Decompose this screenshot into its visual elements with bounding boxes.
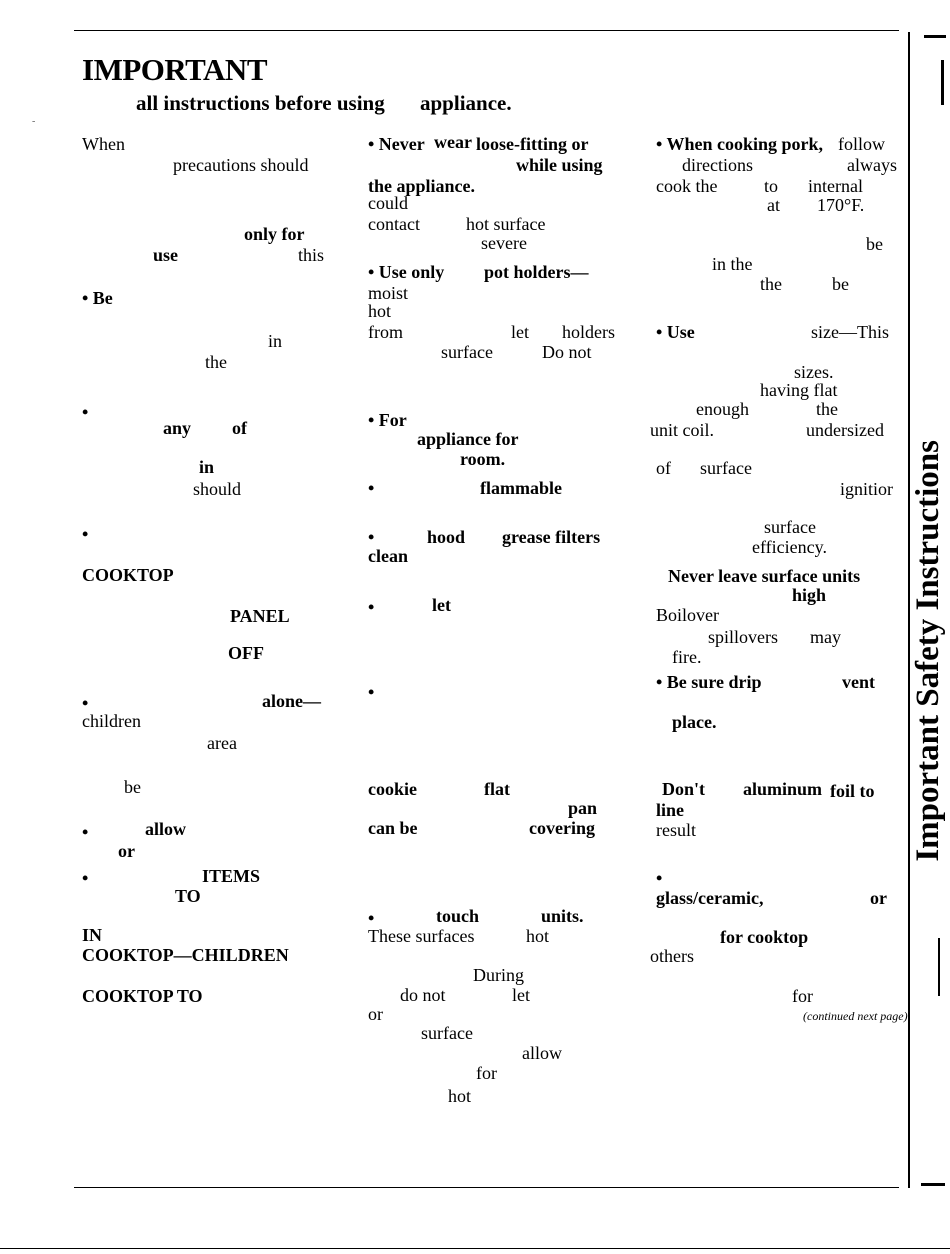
col1-text: • Be: [82, 288, 113, 308]
col3-text: enough: [696, 399, 749, 419]
col3-text: aluminum: [743, 779, 823, 799]
col2-text: • For: [368, 410, 407, 430]
col2-text: units.: [541, 906, 584, 926]
col3-text: for cooktop: [720, 927, 809, 947]
continued-note: (continued next page): [803, 1009, 908, 1023]
col2-text: •: [368, 527, 375, 547]
col3-text: having flat: [760, 380, 838, 400]
col2-text: hot: [368, 301, 392, 321]
top-rule: [74, 30, 899, 31]
col1-text: COOKTOP: [82, 565, 174, 585]
col2-text: or: [368, 1004, 383, 1024]
col1-text: IN: [82, 925, 103, 945]
col2-text: for: [476, 1063, 497, 1083]
col1-text: alone—: [262, 691, 322, 711]
col1-text: ITEMS: [202, 866, 261, 886]
col2-text: do not: [400, 985, 446, 1005]
col2-text: let: [512, 985, 530, 1005]
col1-text: only for: [244, 224, 305, 244]
col2-text: Do not: [542, 342, 592, 362]
col1-text: OFF: [228, 643, 264, 663]
col3-text: line: [656, 800, 685, 820]
col2-text: cookie: [368, 779, 417, 799]
col1-text: should: [193, 479, 242, 499]
col3-text: others: [650, 946, 694, 966]
col2-text: while using: [516, 155, 603, 175]
col1-text: •: [82, 402, 89, 422]
col3-text: internal: [808, 176, 863, 196]
col2-text: During: [473, 965, 524, 985]
col2-text: •: [368, 478, 375, 498]
col2-text: appliance for: [417, 429, 519, 449]
col2-text: holders: [562, 322, 615, 342]
col3-text: directions: [682, 155, 753, 175]
col3-text: may: [810, 627, 841, 647]
col1-text: COOKTOP TO: [82, 986, 203, 1006]
col2-text: grease filters: [502, 527, 601, 547]
col2-text: hot surface: [466, 214, 546, 234]
col2-text: flammable: [480, 478, 562, 498]
col1-text: in: [199, 457, 215, 477]
col3-text: or: [870, 888, 887, 908]
col2-text: can be: [368, 818, 418, 838]
col2-text: clean: [368, 546, 408, 566]
col1-text: area: [207, 733, 237, 753]
subtitle-right: appliance.: [420, 91, 512, 115]
col3-text: the: [760, 274, 782, 294]
col2-text: loose-fitting or: [476, 134, 589, 154]
side-title: Important Safety Instructions: [910, 440, 946, 862]
col3-text: be: [866, 234, 883, 254]
col3-text: • Use: [656, 322, 695, 342]
col1-text: use: [153, 245, 179, 265]
col1-text: any: [163, 418, 192, 438]
right-mid-mark: [938, 938, 940, 996]
col3-text: vent: [842, 672, 875, 692]
col3-text: Boilover: [656, 605, 719, 625]
col2-text: •: [368, 597, 375, 617]
col1-text: TO: [175, 886, 201, 906]
col3-text: result: [656, 820, 696, 840]
col1-text: children: [82, 711, 141, 731]
col3-text: • Be sure drip: [656, 672, 762, 692]
col2-text: from: [368, 322, 403, 342]
col3-text: to: [764, 176, 779, 196]
col3-text: high: [792, 585, 827, 605]
col3-text: Don't: [662, 779, 706, 799]
col3-text: glass/ceramic,: [656, 888, 764, 908]
page-bottom-rule: [0, 1248, 950, 1249]
right-top-tab: [924, 35, 946, 38]
col1-text: in: [268, 331, 283, 351]
col1-text: allow: [145, 819, 187, 839]
col1-text: COOKTOP—CHILDREN: [82, 945, 289, 965]
col1-text: •: [82, 868, 89, 888]
page-title: IMPORTANT: [82, 52, 267, 87]
col3-text: be: [832, 274, 849, 294]
col2-text: pot holders—: [484, 262, 589, 282]
col2-text: could: [368, 193, 408, 213]
col3-text: always: [847, 155, 897, 175]
col3-text: spillovers: [708, 627, 778, 647]
col2-text: flat: [484, 779, 510, 799]
col2-text: •: [368, 682, 375, 702]
col1-text: •: [82, 693, 89, 713]
col3-text: sizes.: [794, 362, 834, 382]
col2-text: surface: [421, 1023, 473, 1043]
col3-text: • When cooking pork,: [656, 134, 824, 154]
col3-text: unit coil.: [650, 420, 714, 440]
col2-text: covering: [529, 818, 595, 838]
col3-text: efficiency.: [752, 537, 827, 557]
col3-text: cook the: [656, 176, 718, 196]
col2-text: • Never: [368, 134, 425, 154]
col2-text: pan: [568, 798, 598, 818]
col1-text: be: [124, 777, 141, 797]
col1-text: •: [82, 822, 89, 842]
col2-text: hot: [448, 1086, 472, 1106]
col3-text: •: [656, 868, 663, 888]
col3-text: ignitior: [840, 479, 893, 499]
col1-text: the: [205, 352, 227, 372]
col3-text: Never leave surface units: [668, 566, 861, 586]
col2-text: contact: [368, 214, 420, 234]
col1-text: this: [298, 245, 325, 265]
col2-text: These surfaces: [368, 926, 475, 946]
col3-text: fire.: [672, 647, 702, 667]
col3-text: surface: [764, 517, 816, 537]
col2-text: hot: [526, 926, 550, 946]
col1-text: When: [82, 134, 125, 154]
col3-text: 170°F.: [817, 195, 865, 215]
col2-text: wear: [434, 132, 472, 152]
col3-text: surface: [700, 458, 752, 478]
col2-text: hood: [427, 527, 466, 547]
col3-text: in the: [712, 254, 753, 274]
col3-text: the: [816, 399, 838, 419]
col2-text: severe: [481, 233, 527, 253]
col1-text: precautions should: [173, 155, 309, 175]
col2-text: • Use only: [368, 262, 445, 282]
col1-text: •: [82, 524, 89, 544]
col2-text: allow: [522, 1043, 562, 1063]
col3-text: place.: [672, 712, 717, 732]
col3-text: follow: [838, 134, 885, 154]
col1-text: or: [118, 841, 135, 861]
col3-text: for: [792, 986, 813, 1006]
col3-text: size—This: [811, 322, 889, 342]
bottom-rule: [74, 1187, 899, 1188]
col3-text: of: [656, 458, 671, 478]
right-top-mark: [941, 60, 944, 105]
col2-text: moist: [368, 283, 409, 303]
col3-text: at: [767, 195, 780, 215]
col2-text: let: [511, 322, 529, 342]
col3-text: undersized: [806, 420, 884, 440]
col2-text: the appliance.: [368, 176, 476, 196]
col2-text: surface: [441, 342, 493, 362]
right-bottom-tab: [921, 1183, 945, 1186]
col2-text: •: [368, 908, 375, 928]
col3-text: foil to: [830, 781, 875, 801]
col1-text: PANEL: [230, 606, 290, 626]
col1-text: of: [232, 418, 247, 438]
col2-text: let: [432, 595, 451, 615]
col2-text: touch: [436, 906, 480, 926]
stray-mark: -: [32, 116, 36, 127]
col2-text: room.: [460, 449, 506, 469]
subtitle-left: all instructions before using: [136, 91, 385, 115]
